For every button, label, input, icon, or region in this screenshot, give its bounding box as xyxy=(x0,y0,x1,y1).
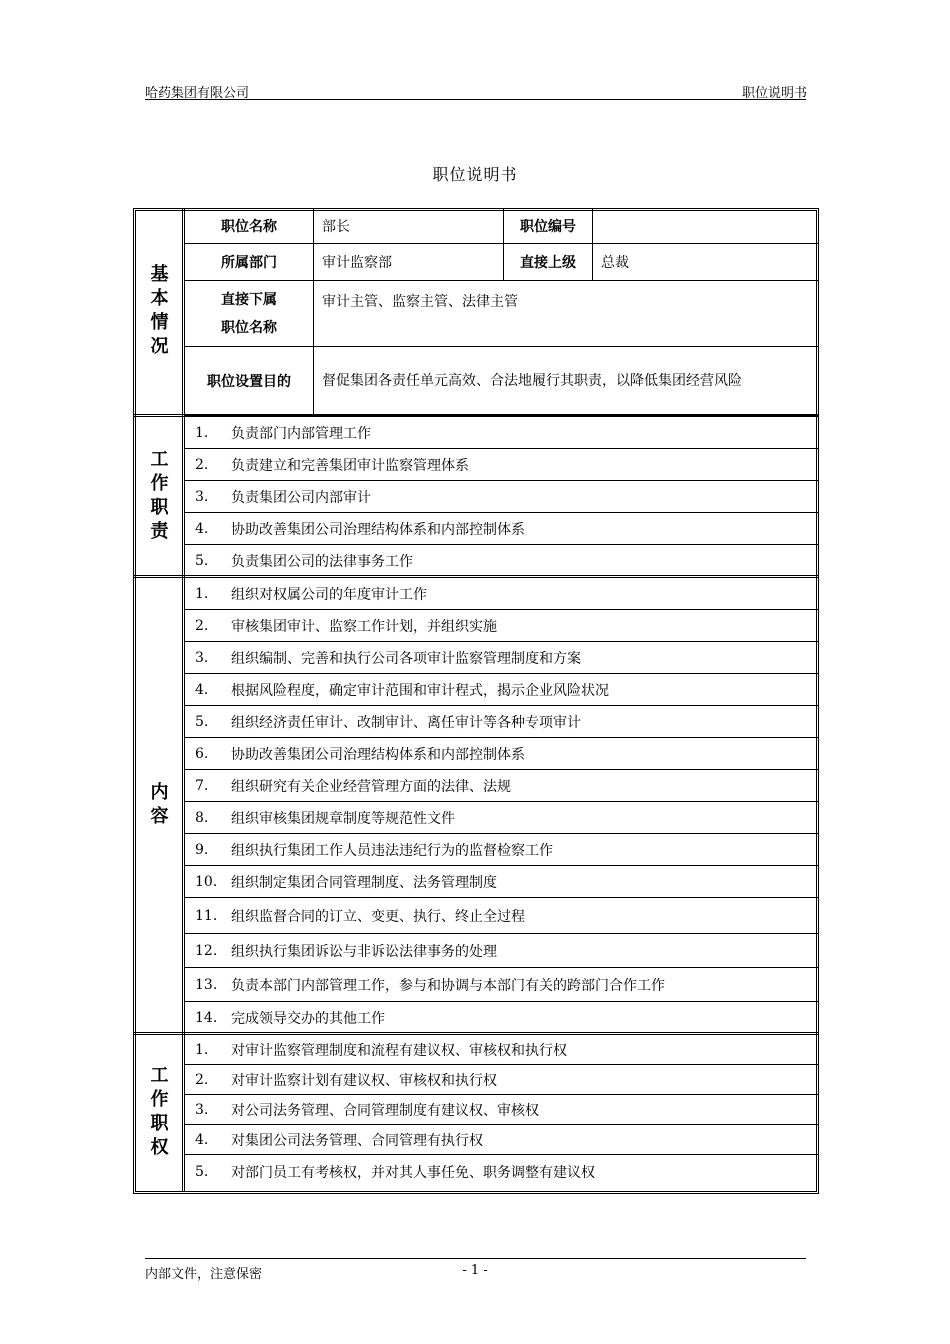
department-label: 所属部门 xyxy=(185,244,314,281)
duty-item: 4. 协助改善集团公司治理结构体系和内部控制体系 xyxy=(185,513,819,545)
section-label-content: 内容 xyxy=(133,578,185,1034)
purpose-label: 职位设置目的 xyxy=(185,347,314,416)
authority-item: 5. 对部门员工有考核权，并对其人事任免、职务调整有建议权 xyxy=(195,1164,595,1181)
section-label-authority: 工作职权 xyxy=(133,1035,185,1191)
content-item: 10. 组织制定集团合同管理制度、法务管理制度 xyxy=(185,866,819,898)
duty-item: 2. 负责建立和完善集团审计监察管理体系 xyxy=(185,449,819,481)
authority-item: 2. 对审计监察计划有建议权、审核权和执行权 xyxy=(185,1065,819,1095)
content-item: 4. 根据风险程度，确定审计范围和审计程式，揭示企业风险状况 xyxy=(185,674,819,706)
page-title: 职位说明书 xyxy=(432,165,518,184)
subordinates-label: 直接下属 职位名称 xyxy=(185,281,314,347)
supervisor-value: 总裁 xyxy=(593,244,819,281)
header-company: 哈药集团有限公司 xyxy=(145,86,250,101)
section-label-duties: 工作职责 xyxy=(133,417,185,577)
content-item: 2. 审核集团审计、监察工作计划，并组织实施 xyxy=(185,610,819,642)
header-doc-type: 职位说明书 xyxy=(741,86,807,101)
content-item: 14. 完成领导交办的其他工作 xyxy=(195,1010,385,1027)
department-value: 审计监察部 xyxy=(314,244,504,281)
authority-item: 4. 对集团公司法务管理、合同管理有执行权 xyxy=(185,1125,819,1155)
position-code-label: 职位编号 xyxy=(504,208,593,244)
subordinates-value: 审计主管、监察主管、法律主管 xyxy=(314,281,819,347)
header-rule xyxy=(145,99,806,100)
content-item: 11. 组织监督合同的订立、变更、执行、终止全过程 xyxy=(185,898,819,934)
position-code-value xyxy=(593,208,819,244)
content-item: 6. 协助改善集团公司治理结构体系和内部控制体系 xyxy=(185,738,819,770)
content-item: 12. 组织执行集团诉讼与非诉讼法律事务的处理 xyxy=(185,934,819,968)
content-item: 7. 组织研究有关企业经营管理方面的法律、法规 xyxy=(185,770,819,802)
authority-item: 1. 对审计监察管理制度和流程有建议权、审核权和执行权 xyxy=(185,1035,819,1065)
authority-item: 3. 对公司法务管理、合同管理制度有建议权、审核权 xyxy=(185,1095,819,1125)
footer-rule xyxy=(145,1258,806,1259)
supervisor-label: 直接上级 xyxy=(504,244,593,281)
content-item: 3. 组织编制、完善和执行公司各项审计监察管理制度和方案 xyxy=(185,642,819,674)
content-item: 5. 组织经济责任审计、改制审计、离任审计等各种专项审计 xyxy=(185,706,819,738)
duty-item: 1. 负责部门内部管理工作 xyxy=(185,417,819,449)
job-description-table xyxy=(133,208,819,1194)
content-item: 1. 组织对权属公司的年度审计工作 xyxy=(185,578,819,610)
content-item: 13. 负责本部门内部管理工作，参与和协调与本部门有关的跨部门合作工作 xyxy=(185,968,819,1002)
duty-item: 5. 负责集团公司的法律事务工作 xyxy=(195,553,413,570)
content-item: 8. 组织审核集团规章制度等规范性文件 xyxy=(185,802,819,834)
page-number: - 1 - xyxy=(462,1263,488,1278)
position-name-label: 职位名称 xyxy=(185,208,314,244)
duty-item: 3. 负责集团公司内部审计 xyxy=(185,481,819,513)
section-label-basic: 基本情况 xyxy=(133,208,185,416)
footer-note: 内部文件，注意保密 xyxy=(145,1267,263,1282)
position-name-value: 部长 xyxy=(314,208,504,244)
content-item: 9. 组织执行集团工作人员违法违纪行为的监督检察工作 xyxy=(185,834,819,866)
purpose-value: 督促集团各责任单元高效、合法地履行其职责，以降低集团经营风险 xyxy=(314,347,819,416)
